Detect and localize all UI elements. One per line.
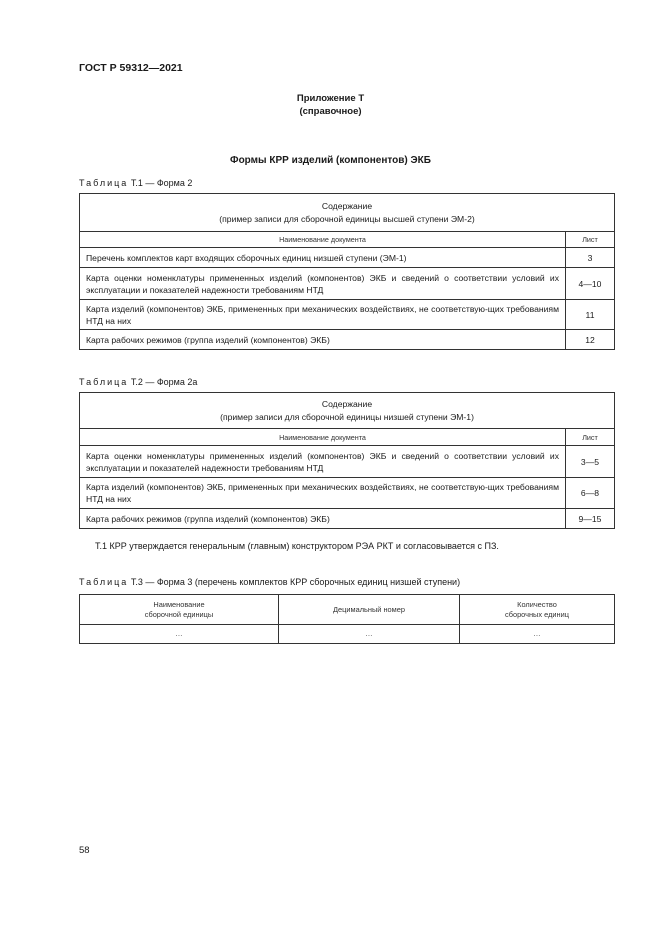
row-page: 3—5 [566, 446, 615, 478]
table3-col-name-header [80, 595, 279, 625]
approval-note: Т.1 КРР утверждается генеральным (главным) конструктором РЭА РКТ и согласовывается с ПЗ. [95, 541, 499, 551]
table-row [80, 509, 615, 529]
table-row [80, 248, 615, 268]
table3-col1-line2: сборочной единицы [144, 609, 214, 619]
page-number: 58 [79, 845, 90, 856]
table2-caption [79, 377, 197, 387]
appendix-subtitle: (справочное) [299, 106, 362, 117]
table1-caption-prefix: Таблица [79, 178, 129, 188]
table3-cell: … [80, 625, 279, 644]
table3-caption-prefix: Таблица [79, 577, 129, 587]
table-row [80, 330, 615, 350]
table1-col-page-header: Лист [566, 232, 615, 248]
section-title: Формы КРР изделий (компонентов) ЭКБ [230, 155, 431, 166]
appendix-heading [0, 92, 661, 118]
table2-caption-prefix: Таблица [79, 377, 129, 387]
table1-content-title: Содержание [321, 201, 373, 211]
table-row [80, 478, 615, 509]
table3-cell: … [279, 625, 460, 644]
table3-col3-line2: сборочных единиц [505, 609, 569, 619]
table1-caption [79, 178, 192, 188]
table1-col-name-header: Наименование документа [80, 232, 566, 248]
table2 [79, 392, 615, 529]
row-name: Карта изделий (компонентов) ЭКБ, примененных при механических воздействиях, не соответствую-щих требованиям НТД на них [80, 478, 566, 509]
standard-number: ГОСТ Р 59312—2021 [79, 62, 183, 74]
row-name: Карта оценки номенклатуры примененных изделий (компонентов) ЭКБ и сведений о соответствии условий их эксплуатации и показателей надежности требованиям НТД [80, 446, 566, 478]
row-page: 3 [566, 248, 615, 268]
table3-col3-line1: Количество [517, 599, 557, 609]
table2-content-title: Содержание [321, 399, 373, 409]
row-name: Перечень комплектов карт входящих сборочных единиц низшей ступени (ЭМ-1) [80, 248, 566, 268]
table2-col-name-header: Наименование документа [80, 429, 566, 446]
table2-caption-rest: Т.2 — Форма 2а [130, 377, 198, 387]
row-name: Карта рабочих режимов (группа изделий (компонентов) ЭКБ) [80, 509, 566, 529]
table3 [79, 594, 615, 644]
appendix-title: Приложение Т [296, 93, 365, 104]
row-page: 11 [566, 300, 615, 330]
table1-caption-rest: Т.1 — Форма 2 [130, 178, 193, 188]
table3-cell: … [460, 625, 615, 644]
row-page: 6—8 [566, 478, 615, 509]
table2-content-header [80, 393, 615, 429]
table3-caption [79, 577, 460, 587]
row-page: 4—10 [566, 268, 615, 300]
row-page: 9—15 [566, 509, 615, 529]
table3-col1-line1: Наименование [153, 599, 205, 609]
row-name: Карта оценки номенклатуры примененных изделий (компонентов) ЭКБ и сведений о соответствии условий их эксплуатации и показателей надежности требованиям НТД [80, 268, 566, 300]
table1-content-subtitle: (пример записи для сборочной единицы высшей ступени ЭМ-2) [219, 213, 475, 224]
table3-col-count-header [460, 595, 615, 625]
table1 [79, 193, 615, 350]
table2-col-page-header: Лист [566, 429, 615, 446]
table3-caption-rest: Т.3 — Форма 3 (перечень комплектов КРР сборочных единиц низшей ступени) [130, 577, 461, 587]
table-row [80, 268, 615, 300]
row-name: Карта рабочих режимов (группа изделий (компонентов) ЭКБ) [80, 330, 566, 350]
table1-content-header [80, 194, 615, 232]
table-row [80, 446, 615, 478]
table-row [80, 300, 615, 330]
table-row [80, 625, 615, 644]
row-page: 12 [566, 330, 615, 350]
row-name: Карта изделий (компонентов) ЭКБ, примененных при механических воздействиях, не соответствую-щих требованиям НТД на них [80, 300, 566, 330]
table2-content-subtitle: (пример записи для сборочной единицы низшей ступени ЭМ-1) [220, 411, 474, 422]
table3-col-decimal-header: Децимальный номер [279, 595, 460, 625]
